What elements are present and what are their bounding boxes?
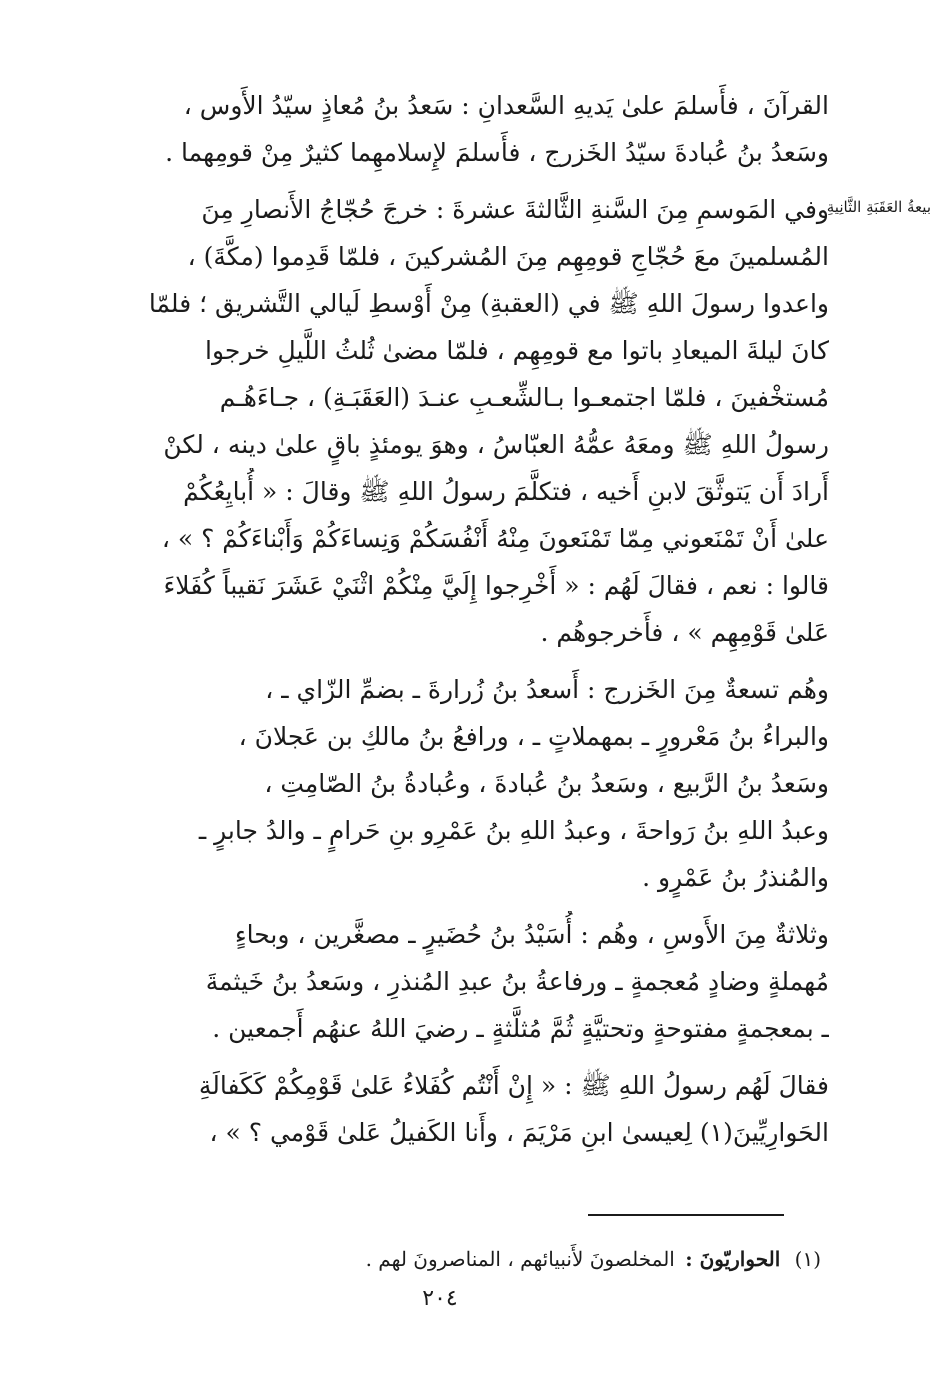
text-line: وثلاثةٌ مِنَ الأَوسِ ، وهُم : أُسَيْدُ بنُ حُضَيرٍ ـ مصغَّرين ، وبحاءٍ [234,920,829,949]
text-line: وعبدُ اللهِ بنُ رَواحةَ ، وعبدُ اللهِ بنُ عَمْرِو بنِ حَرامٍ ـ والدُ جابرٍ ـ [198,816,829,845]
text-line: ـ بمعجمةٍ مفتوحةٍ وتحتيَّةٍ ثُمَّ مُثلَّثةٍ ـ رضيَ اللهُ عنهُم أَجمعين . [212,1014,829,1043]
footnote-term: الحواريّونَ : [685,1247,781,1271]
footnote [221,1244,821,1274]
footnote-divider [588,1214,784,1216]
text-line: واعدوا رسولَ اللهِ ﷺ في (العقبةِ) مِنْ أَوْسطِ لَيالي التَّشريق ؛ فلمّا [148,289,829,318]
text-line: أَرادَ أَن يَتوثَّقَ لابنِ أَخيه ، فتكلَّمَ رسولُ اللهِ ﷺ وقالَ : « أُبايِعُكُمْ [183,477,829,506]
text-line: رسولُ اللهِ ﷺ ومعَهُ عمُّهُ العبّاسُ ، وهوَ يومئذٍ باقٍ علىٰ دينه ، لكنْ [163,430,829,459]
text-line: وهُم تسعةٌ مِنَ الخَزرج : أَسعدُ بنُ زُرارةَ ـ بضمِّ الزّاي ـ ، [265,675,829,704]
margin-heading: بيعةُ العَقَبَةِ الثَّانِيةِ [826,198,931,216]
text-line: القرآنَ ، فأَسلمَ علىٰ يَديهِ السَّعدانِ : سَعدُ بنُ مُعاذٍ سيّدُ الأَوس ، [183,91,829,120]
text-line: والمُنذرُ بنُ عَمْرٍو . [642,863,829,892]
text-line: مُهملةٍ وضادٍ مُعجمةٍ ـ ورفاعةُ بنُ عبدِ المُنذرِ ، وسَعدُ بنُ خَيثمةَ [205,967,829,996]
text-line: مُستخْفينَ ، فلمّا اجتمعـوا بـالشِّعـبِ عنـدَ (العَقَبَـةِ) ، جـاءَهُـم [219,383,829,412]
text-line: والبراءُ بنُ مَعْرورٍ ـ بمهملاتٍ ـ ، ورافعُ بنُ مالكِ بن عَجلانَ ، [238,722,829,751]
text-line: عَلىٰ قَوْمِهِم » ، فأَخرجوهُم . [540,618,829,647]
text-line: كانَ ليلةَ الميعادِ باتوا مع قومِهِم ، فلمّا مضىٰ ثُلثُ اللَّيلِ خرجوا [205,336,829,365]
footnote-text: المخلصونَ لأَنبيائهم ، المناصرونَ لهم . [365,1247,675,1271]
text-line: وفي المَوسمِ مِنَ السَّنةِ الثَّالثةَ عشرةَ : خرجَ حُجّاجُ الأَنصارِ مِنَ [201,195,829,224]
text-line: المُسلمينَ معَ حُجّاجِ قومِهِم مِنَ المُشركينَ ، فلمّا قَدِموا (مكَّةَ) ، [187,242,829,271]
text-line: قالوا : نعم ، فقالَ لَهُم : « أَخْرِجوا إِلَيَّ مِنْكُمْ اثْنَيْ عَشَرَ نَقيباً كُفَلاءَ [163,571,829,600]
text-line: وسَعدُ بنُ الرَّبيع ، وسَعدُ بنُ عُبادةَ ، وعُبادةُ بنُ الصّامِتِ ، [264,769,829,798]
footnote-number: (١) [794,1247,821,1271]
text-line: الحَوارِيِّينَ(١) لِعيسىٰ ابنِ مَرْيَمَ ، وأَنا الكَفيلُ عَلىٰ قَوْمي ؟ » ، [209,1118,829,1147]
main-text [117,82,829,1156]
page-number: ٢٠٤ [422,1286,458,1311]
text-line: وسَعدُ بنُ عُبادةَ سيّدُ الخَزرج ، فأَسلمَ لإِسلامهِما كثيرٌ مِنْ قومِهما . [165,138,829,167]
text-line: فقالَ لَهُم رسولُ اللهِ ﷺ : « إِنْ أَنْتُم كُفَلاءُ عَلىٰ قَوْمِكُمْ كَكَفالَةِ [198,1071,829,1100]
text-line: علىٰ أَنْ تَمْنَعوني مِمّا تَمْنَعونَ مِنْهُ أَنْفُسَكُمْ وَنِساءَكُمْ وَأَبْناءَكُمْ ؟ » ، [161,524,829,553]
